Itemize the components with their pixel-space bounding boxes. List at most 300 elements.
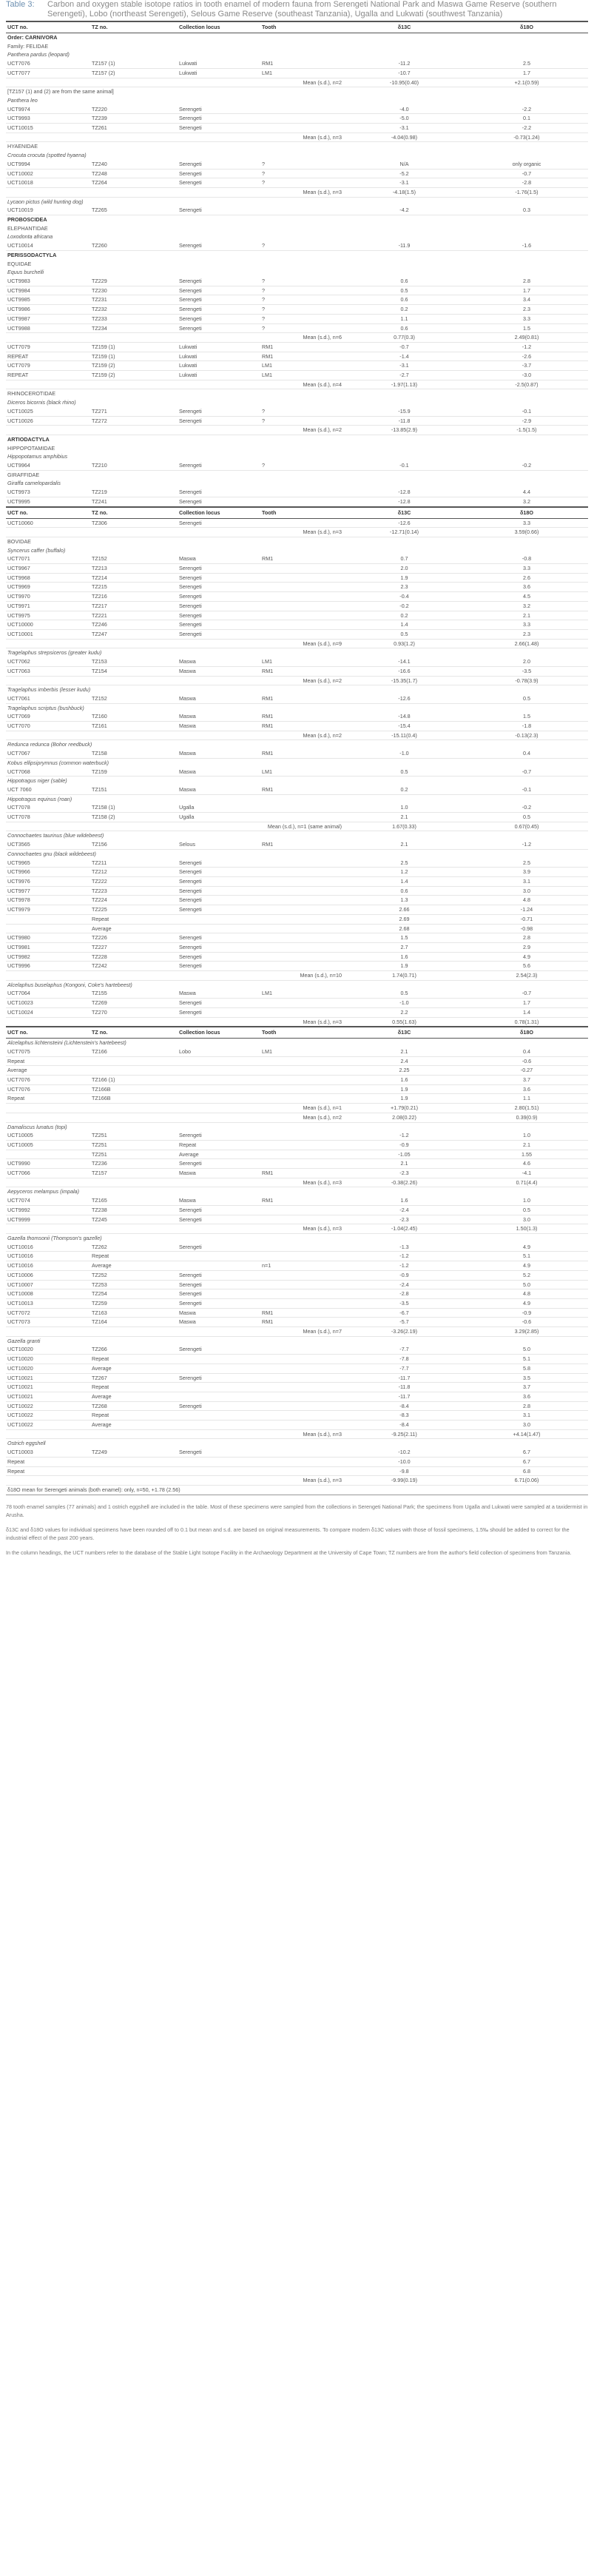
cell-collection-locus: Ugalla [178, 813, 260, 822]
cell-d13c: 0.5 [343, 286, 465, 295]
cell-d18o: only organic [465, 160, 588, 169]
table-row [6, 876, 588, 886]
cell-d18o: 5.0 [465, 1345, 588, 1354]
cell-uct-no: UCT10021 [6, 1383, 90, 1392]
cell-d18o: 3.5 [465, 1373, 588, 1383]
cell-tz-no: TZ158 (1) [90, 803, 178, 812]
cell-d18o: -0.1 [465, 785, 588, 794]
cell-uct-no: UCT9986 [6, 305, 90, 315]
cell-collection-locus: Maswa [178, 1308, 260, 1318]
cell-tooth [260, 1392, 343, 1401]
cell-tooth [260, 876, 343, 886]
cell-d18o: -3.0 [465, 371, 588, 380]
cell-d13c: -4.2 [343, 206, 465, 215]
cell-d18o: 2.8 [465, 933, 588, 943]
cell-uct-no: UCT9977 [6, 886, 90, 896]
cell-collection-locus: Maswa [178, 768, 260, 777]
cell-d13c: -12.8 [343, 497, 465, 506]
cell-d13c: -0.9 [343, 1270, 465, 1280]
cell-collection-locus: Maswa [178, 657, 260, 666]
cell-d18o: 3.3 [465, 564, 588, 574]
cell-collection-locus: Maswa [178, 749, 260, 758]
cell-tooth [260, 1205, 343, 1215]
cell-tooth: LM1 [260, 989, 343, 998]
cell-uct-no: Repeat [6, 1457, 90, 1466]
table-row [6, 1270, 588, 1280]
family-heading-row [6, 42, 588, 51]
header-collection-locus: Collection locus [178, 507, 260, 519]
cell-d18o: -0.8 [465, 554, 588, 563]
mean-d18o: -0.13(2.3) [465, 731, 588, 740]
mean-d13c: -4.04(0.98) [343, 133, 465, 142]
cell-d18o: 6.8 [465, 1466, 588, 1476]
mean-d13c: 1.67(0.33) [343, 822, 465, 831]
cell-tz-no: Repeat [90, 914, 178, 924]
mean-row [6, 1476, 588, 1486]
cell-tz-no: TZ152 [90, 554, 178, 563]
cell-tooth [260, 620, 343, 630]
cell-uct-no: UCT9965 [6, 859, 90, 868]
cell-d13c: -0.7 [343, 342, 465, 352]
cell-d13c: -14.8 [343, 712, 465, 721]
table-row [6, 461, 588, 470]
table-row [6, 573, 588, 583]
cell-collection-locus: Serengeti [178, 1373, 260, 1383]
cell-d18o: 4.9 [465, 1261, 588, 1271]
cell-collection-locus: Serengeti [178, 1280, 260, 1289]
cell-tz-no [90, 1457, 178, 1466]
cell-d18o: -3.7 [465, 361, 588, 371]
species-heading-row [6, 1039, 588, 1047]
cell-tz-no: TZ157 (1) [90, 59, 178, 68]
cell-tooth: ? [260, 407, 343, 416]
cell-tooth [260, 1411, 343, 1421]
cell-uct-no: UCT7079 [6, 361, 90, 371]
cell-d18o: 3.2 [465, 601, 588, 611]
table-row [6, 314, 588, 323]
table-row [6, 813, 588, 822]
cell-tooth: RM1 [260, 722, 343, 731]
mean-d18o: -0.78(3.9) [465, 676, 588, 685]
cell-tz-no: Repeat [90, 1383, 178, 1392]
cell-uct-no: UCT9968 [6, 573, 90, 583]
cell-tooth: ? [260, 323, 343, 333]
table-row [6, 924, 588, 933]
cell-d18o: 2.8 [465, 277, 588, 286]
cell-uct-no: UCT7061 [6, 694, 90, 703]
cell-uct-no: UCT10021 [6, 1373, 90, 1383]
cell-d13c: 0.6 [343, 886, 465, 896]
table-header-row [6, 507, 588, 519]
species-name: Loxodonta africana [7, 233, 53, 241]
species-name: Ostrich eggshell [7, 1440, 46, 1447]
table-row [6, 1261, 588, 1271]
cell-d18o: -4.1 [465, 1169, 588, 1178]
cell-d18o: 2.5 [465, 59, 588, 68]
cell-tooth: RM1 [260, 1318, 343, 1327]
table-header-row [6, 21, 588, 33]
cell-d18o: 4.6 [465, 1159, 588, 1169]
cell-tooth [260, 1298, 343, 1308]
cell-collection-locus: Serengeti [178, 295, 260, 305]
table-row [6, 1084, 588, 1094]
cell-tz-no: TZ248 [90, 169, 178, 178]
mean-d18o: 0.67(0.45) [465, 822, 588, 831]
header-uct-no: UCT no. [6, 1027, 90, 1039]
cell-d18o: -2.2 [465, 105, 588, 114]
cell-d18o: -0.9 [465, 1308, 588, 1318]
cell-uct-no: UCT7076 [6, 59, 90, 68]
cell-collection-locus [178, 1457, 260, 1466]
cell-d18o: 3.1 [465, 876, 588, 886]
cell-tooth: ? [260, 416, 343, 426]
mean-row [6, 426, 588, 435]
cell-collection-locus: Serengeti [178, 1243, 260, 1252]
cell-tz-no: TZ157 [90, 1169, 178, 1178]
table-row [6, 178, 588, 188]
table-row [6, 1056, 588, 1066]
header-collection-locus: Collection locus [178, 21, 260, 33]
table-row [6, 1308, 588, 1318]
cell-collection-locus: Serengeti [178, 407, 260, 416]
cell-collection-locus: Serengeti [178, 518, 260, 528]
cell-uct-no: UCT10019 [6, 206, 90, 215]
cell-tz-no: TZ234 [90, 323, 178, 333]
species-heading-row [6, 703, 588, 712]
table-row [6, 1401, 588, 1411]
cell-d18o: 1.7 [465, 286, 588, 295]
mean-label: Mean (s.d.), n=3 [6, 1178, 343, 1187]
cell-collection-locus [178, 1383, 260, 1392]
table-row [6, 1131, 588, 1140]
cell-tz-no: TZ252 [90, 1270, 178, 1280]
cell-collection-locus [178, 914, 260, 924]
cell-d13c: 2.69 [343, 914, 465, 924]
family-heading-row [6, 389, 588, 398]
cell-d18o: 3.6 [465, 583, 588, 592]
cell-uct-no: UCT9990 [6, 1159, 90, 1169]
table-row [6, 989, 588, 998]
cell-d18o: -0.6 [465, 1056, 588, 1066]
mean-row [6, 133, 588, 142]
mean-row [6, 1113, 588, 1122]
cell-tz-no: TZ159 (2) [90, 371, 178, 380]
cell-uct-no: UCT10013 [6, 1298, 90, 1308]
cell-collection-locus: Serengeti [178, 286, 260, 295]
cell-d13c: 1.9 [343, 573, 465, 583]
table-notes [6, 1503, 588, 1557]
cell-tz-no: TZ268 [90, 1401, 178, 1411]
cell-collection-locus: Serengeti [178, 962, 260, 971]
caption-label: Table 3: [6, 0, 35, 9]
cell-d13c: -3.1 [343, 178, 465, 188]
mean-label: Mean (s.d.), n=10 [6, 971, 343, 981]
cell-d13c: -1.4 [343, 352, 465, 361]
header-tooth: Tooth [260, 21, 343, 33]
cell-uct-no: UCT9994 [6, 160, 90, 169]
cell-collection-locus: Serengeti [178, 1131, 260, 1140]
cell-collection-locus: Serengeti [178, 497, 260, 506]
cell-d18o: -0.71 [465, 914, 588, 924]
table-row [6, 933, 588, 943]
table-row [6, 518, 588, 528]
cell-tz-no: TZ249 [90, 1448, 178, 1457]
cell-d18o: -1.2 [465, 342, 588, 352]
cell-collection-locus: Serengeti [178, 160, 260, 169]
cell-d13c: -1.0 [343, 999, 465, 1008]
mean-row [6, 971, 588, 981]
table-row [6, 896, 588, 905]
family-heading-row [6, 260, 588, 269]
cell-tz-no [90, 1056, 178, 1066]
cell-uct-no: UCT9981 [6, 942, 90, 952]
cell-d18o: -0.7 [465, 768, 588, 777]
cell-uct-no: UCT10020 [6, 1355, 90, 1364]
cell-tooth [260, 114, 343, 124]
cell-d13c: -12.8 [343, 488, 465, 497]
table-row [6, 1392, 588, 1401]
table-row [6, 749, 588, 758]
order-heading-row [6, 33, 588, 42]
cell-tooth [260, 924, 343, 933]
cell-d13c: 0.6 [343, 323, 465, 333]
cell-tz-no: TZ161 [90, 722, 178, 731]
cell-d18o: 3.9 [465, 868, 588, 877]
cell-tooth [260, 518, 343, 528]
cell-d13c: 1.6 [343, 952, 465, 962]
table-row [6, 564, 588, 574]
mean-d13c: 2.08(0.22) [343, 1113, 465, 1122]
species-name: Tragelaphus strepsiceros (greater kudu) [7, 649, 102, 657]
cell-uct-no: UCT7072 [6, 1308, 90, 1318]
cell-tooth [260, 1084, 343, 1094]
cell-uct-no: UCT7078 [6, 813, 90, 822]
table-row [6, 286, 588, 295]
species-heading-row [6, 151, 588, 160]
cell-collection-locus: Serengeti [178, 1401, 260, 1411]
cell-collection-locus: Lukwati [178, 371, 260, 380]
cell-collection-locus: Serengeti [178, 611, 260, 620]
cell-uct-no [6, 1150, 90, 1159]
cell-uct-no: UCT10000 [6, 620, 90, 630]
cell-collection-locus: Serengeti [178, 583, 260, 592]
cell-uct-no: UCT10016 [6, 1252, 90, 1261]
table-row [6, 1047, 588, 1056]
species-heading-row [6, 232, 588, 241]
group-name: EQUIDAE [7, 260, 32, 267]
cell-tooth [260, 497, 343, 506]
cell-d13c: 1.6 [343, 1196, 465, 1205]
table-row [6, 497, 588, 506]
cell-d13c: 2.1 [343, 840, 465, 849]
table-row [6, 1066, 588, 1076]
table-row [6, 1280, 588, 1289]
group-name: HIPPOPOTAMIDAE [7, 444, 55, 452]
cell-collection-locus: Serengeti [178, 1345, 260, 1354]
cell-collection-locus: Lukwati [178, 342, 260, 352]
mean-row [6, 676, 588, 685]
cell-tooth [260, 905, 343, 915]
species-heading-row [6, 831, 588, 840]
mean-row [6, 1429, 588, 1439]
cell-uct-no: UCT10007 [6, 1280, 90, 1289]
cell-uct-no: UCT9976 [6, 876, 90, 886]
cell-tooth: LM1 [260, 68, 343, 78]
cell-uct-no: UCT7067 [6, 749, 90, 758]
cell-uct-no: UCT9966 [6, 868, 90, 877]
cell-d13c: -1.3 [343, 1243, 465, 1252]
species-name: Kobus ellipsiprymnus (common waterbuck) [7, 759, 109, 766]
cell-tz-no: TZ241 [90, 497, 178, 506]
cell-d13c: -8.3 [343, 1411, 465, 1421]
cell-collection-locus: Serengeti [178, 859, 260, 868]
cell-d13c: -3.1 [343, 124, 465, 133]
cell-uct-no: UCT9995 [6, 497, 90, 506]
cell-uct-no: UCT3565 [6, 840, 90, 849]
cell-d13c: -0.9 [343, 1140, 465, 1150]
cell-tz-no: TZ246 [90, 620, 178, 630]
cell-tooth: RM1 [260, 1308, 343, 1318]
table-row [6, 1094, 588, 1104]
cell-uct-no: UCT7070 [6, 722, 90, 731]
table-row [6, 785, 588, 794]
species-heading-row [6, 849, 588, 858]
cell-d18o: -0.7 [465, 169, 588, 178]
cell-d18o: -0.2 [465, 803, 588, 812]
cell-d13c: 0.5 [343, 630, 465, 640]
cell-tz-no: TZ153 [90, 657, 178, 666]
species-heading-row [6, 794, 588, 803]
mean-d18o: 1.50(1.3) [465, 1224, 588, 1234]
table-body [6, 33, 588, 1495]
cell-d18o: 0.4 [465, 1047, 588, 1056]
mean-d18o: 0.71(4.4) [465, 1178, 588, 1187]
table-row [6, 1243, 588, 1252]
cell-d13c: -14.1 [343, 657, 465, 666]
cell-d18o: 1.1 [465, 1094, 588, 1104]
cell-d18o: -0.2 [465, 461, 588, 470]
cell-tz-no: TZ259 [90, 1298, 178, 1308]
table-row [6, 206, 588, 215]
cell-d13c: -7.8 [343, 1355, 465, 1364]
table-row [6, 1289, 588, 1299]
cell-d13c: -5.0 [343, 114, 465, 124]
mean-d13c: -1.04(2.45) [343, 1224, 465, 1234]
mean-d13c: +1.79(0.21) [343, 1104, 465, 1113]
table-row [6, 277, 588, 286]
mean-label: Mean (s.d.), n=9 [6, 639, 343, 648]
cell-uct-no: UCT10022 [6, 1401, 90, 1411]
header-collection-locus: Collection locus [178, 1027, 260, 1039]
header-d18o: δ18O [465, 21, 588, 33]
cell-uct-no: UCT7077 [6, 68, 90, 78]
cell-d13c: 2.4 [343, 1056, 465, 1066]
cell-tooth [260, 1150, 343, 1159]
family-heading-row [6, 87, 588, 96]
cell-tooth [260, 592, 343, 602]
table-row [6, 342, 588, 352]
cell-tz-no: TZ211 [90, 859, 178, 868]
cell-d18o: 3.0 [465, 1215, 588, 1224]
cell-tz-no [90, 1066, 178, 1076]
cell-uct-no: UCT7066 [6, 1169, 90, 1178]
cell-tz-no: TZ217 [90, 601, 178, 611]
cell-tooth: RM1 [260, 666, 343, 676]
cell-uct-no: UCT7063 [6, 666, 90, 676]
cell-d18o: 2.8 [465, 1401, 588, 1411]
mean-row [6, 380, 588, 389]
cell-uct-no: UCT9988 [6, 323, 90, 333]
cell-d13c: -2.3 [343, 1169, 465, 1178]
cell-collection-locus: Maswa [178, 1169, 260, 1178]
species-name: Crocuta crocuta (spotted hyaena) [7, 152, 87, 159]
cell-collection-locus: Serengeti [178, 277, 260, 286]
cell-collection-locus [178, 1076, 260, 1085]
cell-d13c: -11.8 [343, 1383, 465, 1392]
cell-d18o: 4.9 [465, 1243, 588, 1252]
species-heading-row [6, 1187, 588, 1196]
cell-uct-no: UCT7076 [6, 1084, 90, 1094]
cell-tz-no: TZ152 [90, 694, 178, 703]
species-name: Redunca redunca (Bohor reedbuck) [7, 741, 92, 748]
header-d18o: δ18O [465, 507, 588, 519]
cell-collection-locus: Serengeti [178, 601, 260, 611]
cell-tz-no: TZ223 [90, 886, 178, 896]
cell-tz-no: TZ233 [90, 314, 178, 323]
mean-d18o: 0.39(0.9) [465, 1113, 588, 1122]
species-heading-row [6, 546, 588, 555]
cell-collection-locus: Serengeti [178, 206, 260, 215]
cell-uct-no: UCT7079 [6, 342, 90, 352]
mean-d13c: -9.99(0.19) [343, 1476, 465, 1486]
cell-d13c: 0.5 [343, 768, 465, 777]
cell-d13c: 0.5 [343, 989, 465, 998]
cell-d13c: 2.0 [343, 564, 465, 574]
table-row [6, 361, 588, 371]
family-heading-row [6, 224, 588, 233]
cell-collection-locus: Serengeti [178, 1215, 260, 1224]
cell-d13c: -3.5 [343, 1298, 465, 1308]
group-name: Order: CARNIVORA [7, 34, 58, 41]
table-row [6, 169, 588, 178]
table-row [6, 1169, 588, 1178]
cell-uct-no: UCT10022 [6, 1411, 90, 1421]
cell-tz-no: TZ265 [90, 206, 178, 215]
species-name: Tragelaphus imberbis (lesser kudu) [7, 686, 91, 694]
cell-d13c: -1.2 [343, 1131, 465, 1140]
table-row [6, 868, 588, 877]
cell-tooth [260, 1066, 343, 1076]
cell-d18o: -0.6 [465, 1318, 588, 1327]
cell-uct-no: UCT9967 [6, 564, 90, 574]
cell-d18o: 5.1 [465, 1355, 588, 1364]
table-row [6, 886, 588, 896]
mean-label: Mean (s.d.), n=2 [6, 731, 343, 740]
cell-d18o: 3.6 [465, 1392, 588, 1401]
cell-tz-no: TZ159 [90, 768, 178, 777]
cell-d13c: -6.7 [343, 1308, 465, 1318]
cell-d18o: 0.5 [465, 1205, 588, 1215]
cell-tz-no: TZ261 [90, 124, 178, 133]
cell-uct-no: UCT10018 [6, 178, 90, 188]
cell-uct-no: UCT7064 [6, 989, 90, 998]
cell-d18o: 1.4 [465, 1007, 588, 1017]
cell-d13c: -0.2 [343, 601, 465, 611]
family-heading-row [6, 470, 588, 479]
cell-d18o: 1.7 [465, 999, 588, 1008]
cell-d13c: -11.7 [343, 1392, 465, 1401]
cell-d18o: -0.27 [465, 1066, 588, 1076]
